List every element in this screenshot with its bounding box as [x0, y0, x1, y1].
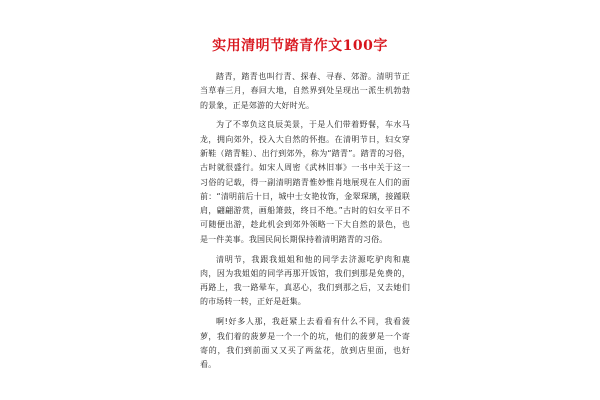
paragraph-1: 踏青，踏青也叫行青、探春、寻春、郊游。清明节正当草春三月，春回大地，自然界到处呈现出一派生机勃勃的景象，正是郊游的大好时光。	[200, 72, 410, 110]
document-body	[200, 70, 410, 378]
document-title: 实用清明节踏青作文100字	[212, 38, 388, 54]
paragraph-3: 清明节，我跟我姐姐和他的同学去济源吃驴肉和鹿肉，因为我姐姐的同学再那开饭馆，我们到那是免费的，再路上，我一路晕车，真恶心，我们到那之后，又去她们的市场转一转，正好是赶集。	[200, 254, 410, 307]
paragraph-2: 为了不辜负这良辰美景，于是人们带着野餐，车水马龙，拥向郊外，投入大自然的怀抱。在清明节日，妇女穿新鞋（踏青鞋）、出行到郊外，称为“踏青”。踏青的习俗，古时就很盛行。如宋人周密《武林旧事》一书中关于这一习俗的记载，得一副清明踏青惟妙惟肖地展现在人们的面前：“清明前后十日，城中士女艳妆饰，金翠琛璃，接踵联肩，翩翩游赏，画船箫鼓，终日不绝。”古时的妇女平日不可随便出游，趁此机会到郊外领略一下大自然的景色，也是一件美事。我国民间长期保持着清明踏青的习俗。	[200, 120, 410, 244]
paragraph-4: 啊!好多人那，我赶紧上去看看有什么不同，我看菠萝，我们着的菠萝是一个一个的坑，他们的菠萝是一个寄寄的，我们到前面又又买了两盆花，放到店里面，也好看。	[200, 317, 410, 370]
